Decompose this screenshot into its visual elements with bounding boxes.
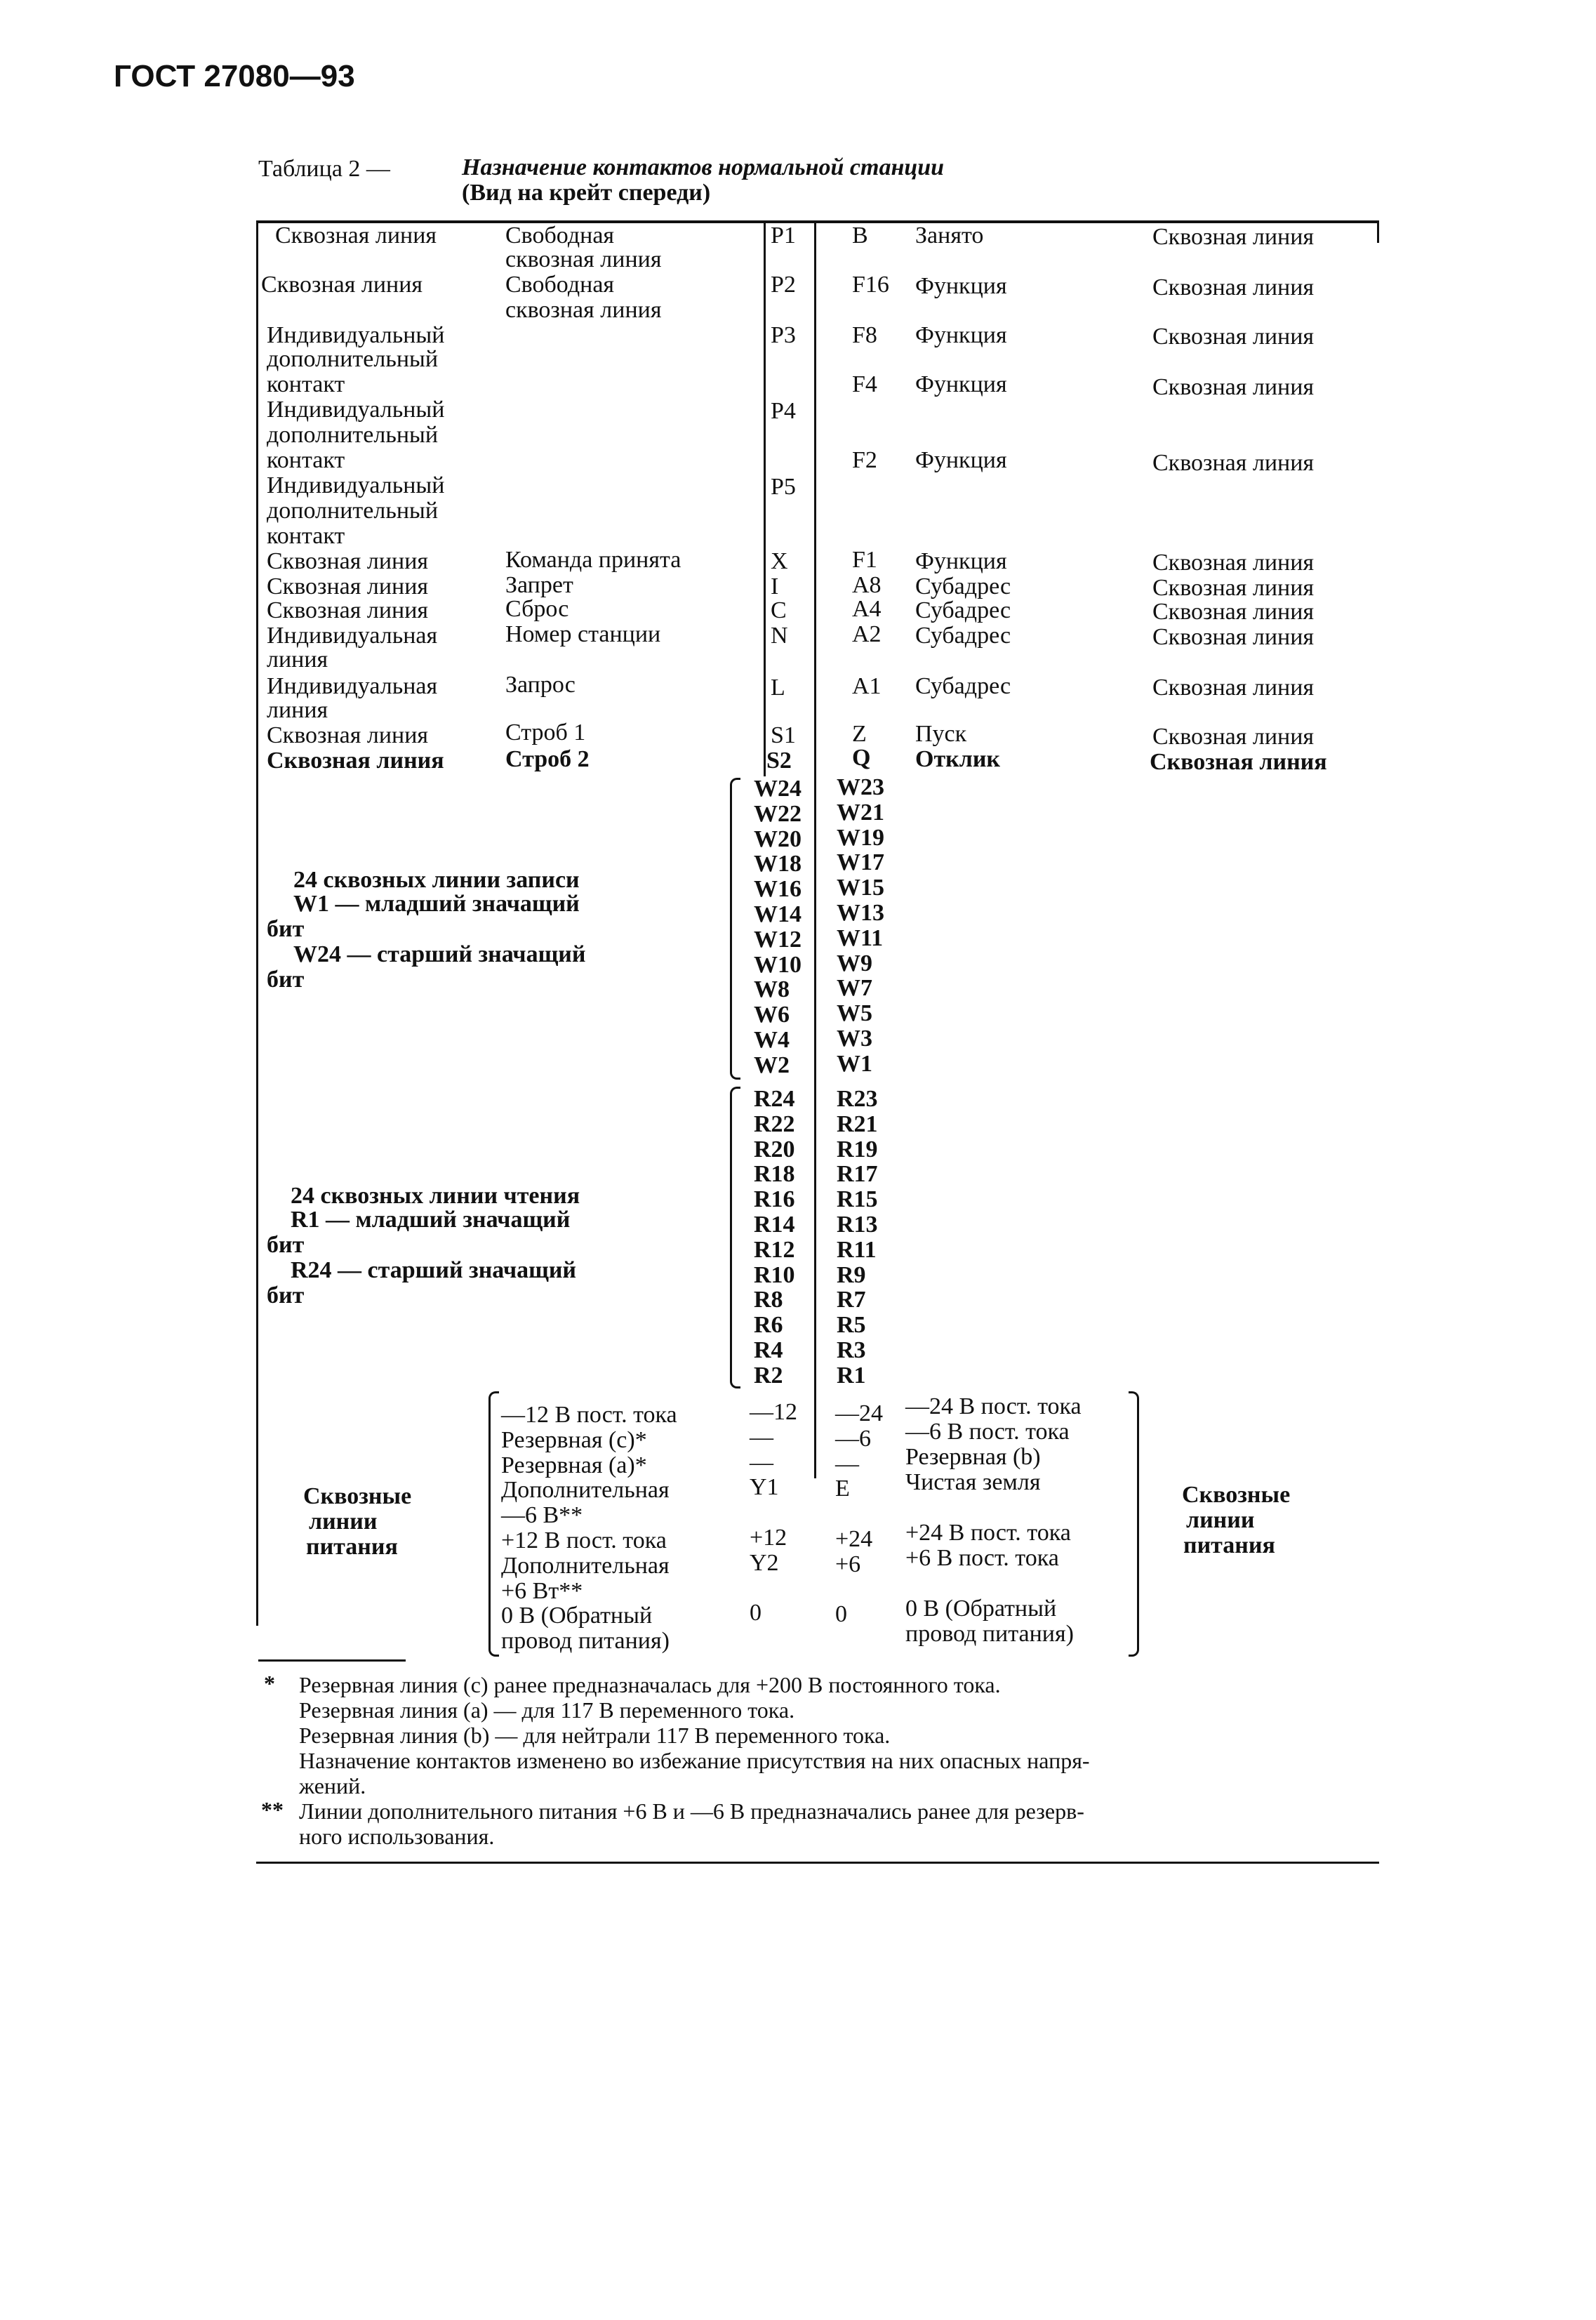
read-right-pin-8: R9 <box>837 1261 866 1288</box>
row-10-pin-b: A4 <box>852 596 882 622</box>
power-left-desc-4: Дополнительная <box>501 1477 670 1504</box>
document-number: ГОСТ 27080—93 <box>114 59 355 93</box>
read-left-pin-10: R6 <box>754 1312 783 1339</box>
row-11-col5: Субадрес <box>915 623 1011 649</box>
footnote-2-line-2: ного использования. <box>299 1824 495 1849</box>
power-pin-b-9: 0 <box>835 1601 847 1628</box>
read-right-pin-5: R15 <box>837 1186 878 1213</box>
power-left-label-1: Сквозные <box>303 1483 412 1509</box>
power-right-desc-1: —24 В пост. тока <box>905 1393 1082 1419</box>
row-8-col5: Функция <box>915 548 1007 574</box>
power-pin-a-3: — <box>750 1449 773 1476</box>
row-9-col6: Сквозная линия <box>1152 575 1315 601</box>
read-right-pin-3: R19 <box>837 1136 878 1162</box>
write-left-pin-11: W4 <box>754 1027 790 1053</box>
read-right-pin-10: R5 <box>837 1312 866 1339</box>
row-13-pin-a: S1 <box>771 722 796 748</box>
power-left-brace <box>488 1391 499 1657</box>
read-right-pin-2: R21 <box>837 1111 878 1137</box>
power-pin-b-1: —24 <box>835 1400 883 1426</box>
row-14-pin-b: Q <box>852 745 871 771</box>
write-left-pin-3: W20 <box>754 826 802 852</box>
read-label-3: бит <box>267 1232 305 1258</box>
power-pin-a-6: +12 <box>750 1525 787 1551</box>
write-right-pin-3: W19 <box>837 824 884 851</box>
row-4-col5: Функция <box>915 371 1007 397</box>
read-right-pin-11: R3 <box>837 1337 866 1363</box>
power-pin-a-7: Y2 <box>750 1549 779 1576</box>
power-left-label-3: питания <box>306 1534 398 1560</box>
read-right-pin-7: R11 <box>837 1236 877 1263</box>
write-right-pin-4: W17 <box>837 849 884 876</box>
table-left-rule <box>256 222 258 1626</box>
write-left-pin-7: W12 <box>754 926 802 953</box>
write-label-5: бит <box>267 967 305 993</box>
row-1-pin-b: B <box>852 223 868 248</box>
power-left-desc-1: —12 В пост. тока <box>501 1402 677 1428</box>
read-label-5: бит <box>267 1282 305 1308</box>
read-left-pin-3: R20 <box>754 1136 795 1162</box>
table-bottom-rule <box>256 1862 1379 1864</box>
row-1-col2b: сквозная линия <box>505 246 662 272</box>
read-label-2: R1 — младший значащий <box>291 1207 571 1233</box>
footnote-2-mark: ** <box>261 1797 284 1822</box>
row-3-pin-a: P3 <box>771 322 796 348</box>
row-4-col6: Сквозная линия <box>1152 374 1315 400</box>
power-pin-a-1: —12 <box>750 1399 797 1425</box>
write-right-pin-10: W5 <box>837 1000 872 1027</box>
power-pin-a-4: Y1 <box>750 1474 779 1501</box>
row-10-col5: Субадрес <box>915 597 1011 623</box>
row-12-col2: Запрос <box>505 672 576 698</box>
read-left-pin-9: R8 <box>754 1287 783 1313</box>
power-right-desc-7: 0 В (Обратный <box>905 1596 1057 1622</box>
read-left-pin-6: R14 <box>754 1212 795 1238</box>
power-left-label-2: линии <box>309 1509 378 1534</box>
read-right-pin-12: R1 <box>837 1362 866 1388</box>
row-13-pin-b: Z <box>852 721 867 747</box>
row-12-col5: Субадрес <box>915 673 1011 699</box>
row-11-pin-b: A2 <box>852 621 882 647</box>
read-label-1: 24 сквозных линии чтения <box>291 1183 580 1209</box>
footnote-1-line-5: жений. <box>299 1773 366 1798</box>
row-12-col1: Индивидуальная <box>267 673 438 699</box>
row-4-pin-b: F4 <box>852 371 877 397</box>
write-left-pin-1: W24 <box>754 776 802 802</box>
write-left-pin-6: W14 <box>754 901 802 927</box>
footnote-1-line-3: Резервная линия (b) — для нейтрали 117 В переменного тока. <box>299 1723 891 1748</box>
read-left-pin-8: R10 <box>754 1261 795 1288</box>
row-12-col1b: линия <box>267 697 328 723</box>
row-13-col6: Сквозная линия <box>1152 724 1315 750</box>
power-pin-b-7: +6 <box>835 1551 861 1577</box>
row-6-col5: Функция <box>915 447 1007 473</box>
write-label-1: 24 сквозных линии записи <box>293 867 580 893</box>
row-13-col5: Пуск <box>915 721 967 747</box>
row-8-col6: Сквозная линия <box>1152 550 1315 576</box>
power-right-desc-4: Чистая земля <box>905 1469 1041 1495</box>
row-7-col1c: контакт <box>267 523 345 549</box>
contacts-left-rule <box>764 222 766 776</box>
row-3-pin-b: F8 <box>852 322 877 348</box>
power-pin-b-2: —6 <box>835 1425 871 1452</box>
row-14-pin-a: S2 <box>766 748 792 774</box>
write-left-pin-4: W18 <box>754 851 802 877</box>
row-1-col6: Сквозная линия <box>1152 224 1315 250</box>
row-10-col1: Сквозная линия <box>267 597 429 623</box>
power-left-desc-2: Резервная (с)* <box>501 1426 647 1453</box>
read-label-4: R24 — старший значащий <box>291 1257 577 1283</box>
write-right-pin-8: W9 <box>837 950 872 976</box>
power-pin-a-9: 0 <box>750 1600 762 1626</box>
power-pin-b-4: E <box>835 1476 850 1502</box>
table-caption-subtitle: (Вид на крейт спереди) <box>462 180 711 206</box>
row-13-col2: Строб 1 <box>505 720 586 745</box>
row-11-col1b: линия <box>267 647 328 672</box>
power-pin-b-3: — <box>835 1450 859 1477</box>
read-left-pin-1: R24 <box>754 1086 795 1112</box>
row-1-col1: Сквозная линия <box>275 223 437 248</box>
read-brace <box>730 1087 740 1388</box>
row-11-col1: Индивидуальная <box>267 623 438 649</box>
row-1-pin-a: P1 <box>771 223 796 248</box>
read-left-pin-5: R16 <box>754 1186 795 1213</box>
row-5-col1: Индивидуальный <box>267 397 445 423</box>
power-left-desc-7: Дополнительная <box>501 1552 670 1579</box>
write-right-pin-9: W7 <box>837 975 872 1002</box>
power-left-desc-9: 0 В (Обратный <box>501 1603 653 1629</box>
write-right-pin-2: W21 <box>837 799 884 826</box>
row-14-col6: Сквозная линия <box>1150 749 1327 775</box>
row-2-col1: Сквозная линия <box>261 272 423 298</box>
row-6-col6: Сквозная линия <box>1152 450 1315 476</box>
power-left-desc-3: Резервная (а)* <box>501 1452 647 1478</box>
power-right-desc-8: провод питания) <box>905 1621 1074 1647</box>
power-right-desc-3: Резервная (b) <box>905 1444 1041 1470</box>
row-2-col2: Свободная <box>505 272 615 298</box>
read-right-pin-6: R13 <box>837 1212 878 1238</box>
footnote-rule <box>258 1659 406 1662</box>
row-11-col2: Номер станции <box>505 621 661 647</box>
power-pin-a-2: — <box>750 1424 773 1450</box>
read-left-pin-12: R2 <box>754 1362 783 1388</box>
row-9-col2: Запрет <box>505 572 573 598</box>
row-9-col5: Субадрес <box>915 574 1011 599</box>
write-left-pin-5: W16 <box>754 876 802 903</box>
power-right-label-1: Сквозные <box>1182 1482 1291 1508</box>
footnote-1-line-1: Резервная линия (с) ранее предназначалась для +200 В постоянного тока. <box>299 1672 1001 1697</box>
power-right-desc-2: —6 В пост. тока <box>905 1419 1070 1445</box>
row-10-col2: Сброс <box>505 596 569 622</box>
write-brace <box>730 778 740 1080</box>
row-7-pin-a: P5 <box>771 474 796 500</box>
power-right-desc-5: +24 В пост. тока <box>905 1520 1071 1546</box>
row-3-col1b: дополнительный <box>267 346 439 372</box>
power-right-label-2: линии <box>1186 1507 1255 1533</box>
read-left-pin-11: R4 <box>754 1337 783 1363</box>
row-10-col6: Сквозная линия <box>1152 599 1315 625</box>
row-12-pin-a: L <box>771 675 785 701</box>
write-left-pin-9: W8 <box>754 976 790 1003</box>
read-right-pin-4: R17 <box>837 1161 878 1188</box>
row-3-col1: Индивидуальный <box>267 322 445 348</box>
write-left-pin-12: W2 <box>754 1052 790 1078</box>
row-2-col5: Функция <box>915 273 1007 299</box>
write-right-pin-12: W1 <box>837 1050 872 1077</box>
row-10-pin-a: C <box>771 597 787 623</box>
power-right-label-3: питания <box>1183 1532 1275 1558</box>
row-8-pin-a: X <box>771 548 788 574</box>
write-left-pin-2: W22 <box>754 800 802 827</box>
read-right-pin-9: R7 <box>837 1287 866 1313</box>
row-3-col6: Сквозная линия <box>1152 324 1315 350</box>
write-label-4: W24 — старший значащий <box>293 941 586 967</box>
row-13-col1: Сквозная линия <box>267 722 429 748</box>
row-8-pin-b: F1 <box>852 547 877 573</box>
table-caption-prefix: Таблица 2 — <box>258 156 390 182</box>
footnote-2-line-1: Линии дополнительного питания +6 В и —6 В предназначались ранее для резерв- <box>299 1798 1084 1824</box>
write-right-pin-1: W23 <box>837 774 884 800</box>
row-8-col2: Команда принята <box>505 547 681 573</box>
footnote-1-line-4: Назначение контактов изменено во избежание присутствия на них опасных напря- <box>299 1748 1090 1773</box>
power-left-desc-6: +12 В пост. тока <box>501 1527 667 1553</box>
contacts-center-rule <box>814 222 816 1478</box>
row-7-col1: Индивидуальный <box>267 472 445 498</box>
row-3-col1c: контакт <box>267 371 345 397</box>
row-1-col5: Занято <box>915 223 984 248</box>
row-14-col5: Отклик <box>915 746 1000 772</box>
row-2-col2b: сквозная линия <box>505 297 662 323</box>
row-5-pin-a: P4 <box>771 398 796 424</box>
power-pin-b-6: +24 <box>835 1526 873 1552</box>
write-right-pin-6: W13 <box>837 900 884 926</box>
write-label-2: W1 — младший значащий <box>293 891 580 917</box>
write-right-pin-7: W11 <box>837 924 884 951</box>
row-5-col1b: дополнительный <box>267 422 439 448</box>
power-left-desc-8: +6 Вт** <box>501 1577 583 1604</box>
row-8-col1: Сквозная линия <box>267 548 429 574</box>
row-2-col6: Сквозная линия <box>1152 274 1315 300</box>
row-5-col1c: контакт <box>267 447 345 473</box>
write-left-pin-8: W10 <box>754 951 802 978</box>
row-1-col2: Свободная <box>505 223 615 248</box>
row-11-pin-a: N <box>771 623 788 649</box>
row-12-pin-b: A1 <box>852 673 882 699</box>
row-2-pin-b: F16 <box>852 272 889 298</box>
write-left-pin-10: W6 <box>754 1002 790 1028</box>
write-right-pin-5: W15 <box>837 875 884 901</box>
row-14-col2: Строб 2 <box>505 746 590 772</box>
row-14-col1: Сквозная линия <box>267 748 444 774</box>
row-2-pin-a: P2 <box>771 272 796 298</box>
read-left-pin-2: R22 <box>754 1111 795 1137</box>
row-9-col1: Сквозная линия <box>267 574 429 599</box>
table-caption-title: Назначение контактов нормальной станции <box>462 154 945 180</box>
power-left-desc-5: —6 В** <box>501 1502 583 1529</box>
row-3-col5: Функция <box>915 322 1007 348</box>
row-9-pin-b: A8 <box>852 572 882 598</box>
power-left-desc-10: провод питания) <box>501 1628 670 1655</box>
footnote-1-mark: * <box>264 1671 275 1696</box>
write-right-pin-11: W3 <box>837 1026 872 1052</box>
power-right-desc-6: +6 В пост. тока <box>905 1545 1059 1571</box>
write-label-3: бит <box>267 916 305 942</box>
row-7-col1b: дополнительный <box>267 498 439 524</box>
read-left-pin-7: R12 <box>754 1236 795 1263</box>
read-right-pin-1: R23 <box>837 1086 878 1112</box>
row-9-pin-a: I <box>771 574 779 599</box>
table-right-tick <box>1377 222 1379 243</box>
row-11-col6: Сквозная линия <box>1152 624 1315 650</box>
footnote-1-line-2: Резервная линия (а) — для 117 В переменного тока. <box>299 1697 795 1723</box>
row-6-pin-b: F2 <box>852 447 877 473</box>
read-left-pin-4: R18 <box>754 1161 795 1188</box>
power-right-brace <box>1129 1391 1139 1657</box>
row-12-col6: Сквозная линия <box>1152 675 1315 701</box>
